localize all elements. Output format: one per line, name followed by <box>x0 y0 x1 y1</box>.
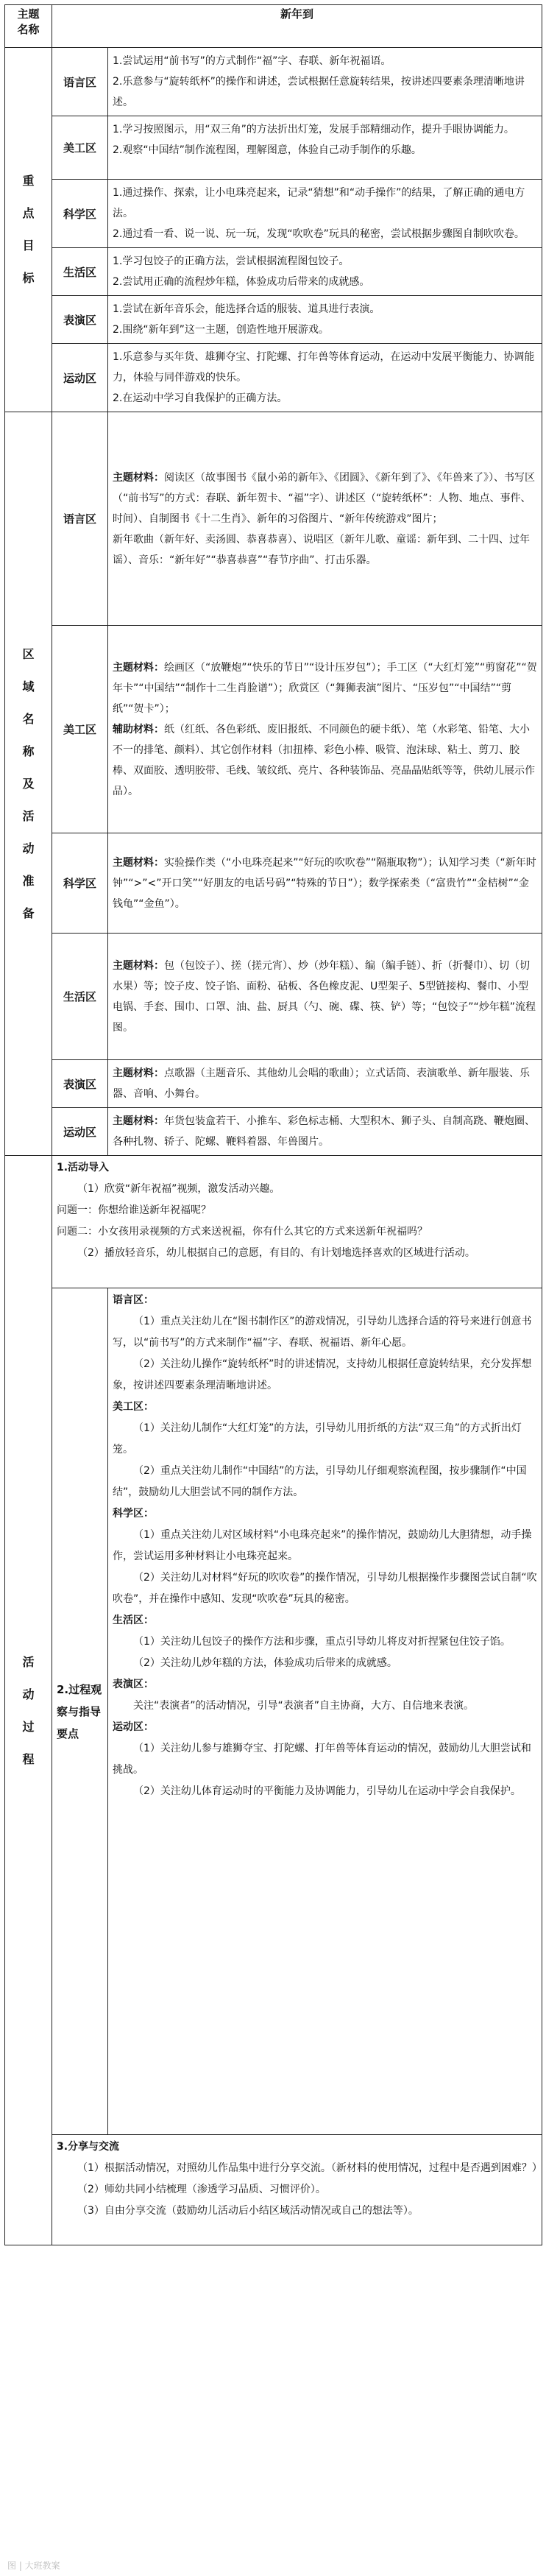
material-bold-label: 主题材料： <box>113 959 164 972</box>
guidance-area-title: 表演区： <box>113 1679 154 1690</box>
goal-content <box>108 248 542 296</box>
material-content <box>108 1108 542 1156</box>
guidance-line: （1）关注幼儿制作“大红灯笼”的方法，引导幼儿用折纸的方法“双三角”的方式折出灯笼。 <box>113 1422 522 1455</box>
goal-line: 1.尝试在新年音乐会，能选择合适的服装、道具进行表演。 <box>113 303 380 315</box>
guidance-line: （2）关注幼儿对材料“好玩的吹吹卷”的操作情况，引导幼儿根据操作步骤图尝试自制“吹吹卷”，并在操作中感知、发现“吹吹卷”玩具的秘密。 <box>113 1572 537 1605</box>
material-area: 美工区 <box>52 626 108 833</box>
goal-content <box>108 296 542 344</box>
material-paragraph <box>113 467 537 529</box>
goal-row <box>5 180 542 248</box>
goal-content <box>108 116 542 180</box>
material-row <box>5 1108 542 1156</box>
materials-label <box>5 412 52 1156</box>
material-bold-label: 主题材料： <box>113 661 164 674</box>
material-paragraph <box>113 956 537 1038</box>
material-row <box>5 833 542 934</box>
goal-line: 1.学习包饺子的正确方法，尝试根据流程图包饺子。 <box>113 255 350 267</box>
guidance-area-title: 语言区： <box>113 1294 154 1306</box>
material-text: 新年歌曲（新年好、卖汤圆、恭喜恭喜）、说唱区（新年儿歌、童谣：新年到、二十四、过年谣）、音乐：“新年好”“恭喜恭喜”“春节序曲”、打击乐器。 <box>113 533 530 566</box>
guidance-line: （2）关注幼儿操作“旋转纸杯”时的讲述情况，支持幼儿根据任意旋转结果，充分发挥想象，按讲述四要素条理清晰地讲述。 <box>113 1358 532 1391</box>
step1-line: 问题二：小女孩用录视频的方式来送祝福，你有什么其它的方式来送新年祝福吗？ <box>57 1226 428 1238</box>
guidance-line: （2）重点关注幼儿制作“中国结”的方法，引导幼儿仔细观察流程图，按步骤制作“中国结”，鼓励幼儿大胆尝试不同的制作方法。 <box>113 1465 527 1498</box>
material-text: 纸（红纸、各色彩纸、废旧报纸、不同颜色的硬卡纸）、笔（水彩笔、铅笔、大小不一的排笔、颜料）、其它创作材料（扣扭棒、彩色小棒、吸管、泡沫球、粘土、剪刀、胶棒、双面胶、透明胶带、毛线、皱纹纸、亮片、各种装饰品、亮晶晶贴纸等等，供幼儿展示作品）。 <box>113 723 535 797</box>
goal-area: 运动区 <box>52 344 108 412</box>
material-area: 表演区 <box>52 1060 108 1108</box>
material-row <box>5 1060 542 1108</box>
material-area: 生活区 <box>52 934 108 1060</box>
guidance-line: （1）关注幼儿参与雄狮夺宝、打陀螺、打年兽等体育运动的情况，鼓励幼儿大胆尝试和挑战。 <box>113 1743 531 1776</box>
material-content <box>108 412 542 626</box>
material-content <box>108 934 542 1060</box>
goal-line: 1.尝试运用“前书写”的方式制作“福”字、春联、新年祝福语。 <box>113 55 391 67</box>
goal-area: 语言区 <box>52 48 108 116</box>
process-step3-row <box>5 2135 542 2245</box>
process-step1-row <box>5 1156 542 1288</box>
goal-row <box>5 344 542 412</box>
step1-title: 1.活动导入 <box>57 1162 110 1174</box>
theme-label: 主题 名称 <box>5 5 52 48</box>
guidance-line: （2）关注幼儿炒年糕的方法，体验成功后带来的成就感。 <box>133 1657 397 1669</box>
goal-line: 2.围绕“新年到”这一主题，创造性地开展游戏。 <box>113 324 329 336</box>
goal-row <box>5 248 542 296</box>
step2-content <box>108 1288 542 2135</box>
material-text: 阅读区（故事图书《鼠小弟的新年》、《团圆》、《新年到了》、《年兽来了》）、书写区（“前书写”的方式：春联、新年贺卡、“福”字）、讲述区（“旋转纸杯”：人物、地点、事件、时间）、自制图书《十二生肖》、新年的习俗图片、“新年传统游戏”图片； <box>113 471 535 525</box>
material-paragraph <box>113 719 537 802</box>
materials-label-text: 区域名称及活动准备 <box>22 646 35 920</box>
material-paragraph <box>113 853 537 914</box>
goals-label <box>5 48 52 412</box>
goal-row <box>5 116 542 180</box>
material-text: 实验操作类（“小电珠亮起来”“好玩的吹吹卷”“隔瓶取物”）；认知学习类（“新年时钟”“>”<”开口笑”“好朋友的电话号码”“特殊的节日”）；数学探索类（“富贵竹”“金桔树”“金钱龟”“金鱼”）。 <box>113 856 536 910</box>
guidance-line: （1）关注幼儿包饺子的操作方法和步骤，重点引导幼儿将皮对折捏紧包住饺子馅。 <box>133 1636 511 1648</box>
material-row <box>5 934 542 1060</box>
goal-line: 2.乐意参与“旋转纸杯”的操作和讲述，尝试根据任意旋转结果，按讲述四要素条理清晰地讲述。 <box>113 76 525 108</box>
material-bold-label: 辅助材料： <box>113 723 164 735</box>
material-area: 语言区 <box>52 412 108 626</box>
step3-title: 3.分享与交流 <box>57 2141 120 2153</box>
material-content <box>108 626 542 833</box>
material-paragraph <box>113 1063 537 1104</box>
step3-line: （3）自由分享交流（鼓励幼儿活动后小结区域活动情况或自己的想法等）。 <box>77 2205 419 2217</box>
guidance-line: （2）关注幼儿体育运动时的平衡能力及协调能力，引导幼儿在运动中学会自我保护。 <box>133 1785 521 1797</box>
material-text: 绘画区（“放鞭炮”“快乐的节日”“设计压岁包”）；手工区（“大红灯笼”“剪窗花”“贺年卡”“中国结”“制作十二生肖脸谱”）；欣赏区（“舞狮表演”图片、“压岁包”“中国结”“剪纸”“贺卡”）； <box>113 661 537 715</box>
material-bold-label: 主题材料： <box>113 856 164 869</box>
material-bold-label: 主题材料： <box>113 1115 164 1127</box>
material-area: 运动区 <box>52 1108 108 1156</box>
material-text: 年货包装盒若干、小推车、彩色标志桶、大型积木、狮子头、自制高跷、鞭炮圈、各种扎物、轿子、陀螺、鞭料着器、年兽图片。 <box>113 1115 535 1148</box>
guidance-line: 关注“表演者”的活动情况，引导“表演者”自主协商，大方、自信地来表演。 <box>133 1700 475 1712</box>
material-content <box>108 833 542 934</box>
material-paragraph <box>113 529 537 571</box>
activity-plan-table <box>4 4 542 2245</box>
goal-row <box>5 296 542 344</box>
material-text: 点歌器（主题音乐、其他幼儿会唱的歌曲）；立式话筒、表演歌单、新年服装、乐器、音响、小舞台。 <box>113 1068 530 1100</box>
goal-line: 1.通过操作、探索，让小电珠亮起来，记录“猜想”和“动手操作”的结果，了解正确的通电方法。 <box>113 187 525 219</box>
goal-area: 生活区 <box>52 248 108 296</box>
process-label-text: 活动过程 <box>22 1655 35 1766</box>
material-row <box>5 626 542 833</box>
goal-line: 2.通过看一看、说一说、玩一玩，发现“吹吹卷”玩具的秘密，尝试根据步骤图自制吹吹卷。 <box>113 228 525 240</box>
step1-line: （1）欣赏“新年祝福”视频，激发活动兴趣。 <box>77 1183 280 1195</box>
material-row <box>5 412 542 626</box>
step3-line: （1）根据活动情况，对照幼儿作品集中进行分享交流。（新材料的使用情况，过程中是否遇到困难？） <box>77 2162 542 2174</box>
theme-title: 新年到 <box>52 5 542 48</box>
material-content <box>108 1060 542 1108</box>
goal-line: 1.学习按照图示，用“双三角”的方法折出灯笼，发展手部精细动作，提升手眼协调能力。 <box>113 124 514 135</box>
goal-content <box>108 180 542 248</box>
goals-label-text: 重点目标 <box>22 174 35 285</box>
step3-content <box>52 2135 542 2245</box>
goal-line: 1.乐意参与买年货、雄狮夺宝、打陀螺、打年兽等体育运动，在运动中发展平衡能力、协调能力，体验与同伴游戏的快乐。 <box>113 351 535 384</box>
material-bold-label: 主题材料： <box>113 1068 164 1079</box>
material-area: 科学区 <box>52 833 108 934</box>
guidance-line: （1）重点关注幼儿对区域材料“小电珠亮起来”的操作情况，鼓励幼儿大胆猜想，动手操作，尝试运用多种材料让小电珠亮起来。 <box>113 1529 532 1562</box>
guidance-area-title: 运动区： <box>113 1721 154 1733</box>
watermark: 图 | 大班教案 <box>7 2561 60 2571</box>
guidance-area-title: 美工区： <box>113 1401 154 1413</box>
goal-line: 2.在运动中学习自我保护的正确方法。 <box>113 392 288 404</box>
guidance-area-title: 科学区： <box>113 1508 154 1520</box>
material-paragraph <box>113 1111 537 1152</box>
goal-content <box>108 344 542 412</box>
guidance-line: （1）重点关注幼儿在“图书制作区”的游戏情况，引导幼儿选择合适的符号来进行创意书写，以“前书写”的方式来制作“福”字、春联、祝福语、新年心愿。 <box>113 1316 532 1349</box>
material-paragraph <box>113 657 537 719</box>
goal-line: 2.尝试用正确的流程炒年糕，体验成功后带来的成就感。 <box>113 276 370 288</box>
step1-line: 问题一：你想给谁送新年祝福呢？ <box>57 1204 211 1216</box>
goal-line: 2.观察“中国结”制作流程图，理解图意，体验自己动手制作的乐趣。 <box>113 144 422 156</box>
header-row <box>5 5 542 48</box>
goal-content <box>108 48 542 116</box>
step2-label: 2.过程观察与指导要点 <box>52 1288 108 2135</box>
goal-area: 美工区 <box>52 116 108 180</box>
goal-area: 表演区 <box>52 296 108 344</box>
process-label <box>5 1156 52 2245</box>
goal-row <box>5 48 542 116</box>
step1-content <box>52 1156 542 1288</box>
goal-area: 科学区 <box>52 180 108 248</box>
step1-line: （2）播放轻音乐，幼儿根据自己的意愿，有目的、有计划地选择喜欢的区域进行活动。 <box>77 1247 475 1259</box>
process-step2-row <box>5 1288 542 2135</box>
step3-line: （2）师幼共同小结梳理（渗透学习品质、习惯评价）。 <box>77 2184 326 2195</box>
material-bold-label: 主题材料： <box>113 471 164 484</box>
guidance-area-title: 生活区： <box>113 1615 154 1626</box>
material-text: 包（包饺子）、搓（搓元宵）、炒（炒年糕）、编（编手链）、折（折餐巾）、切（切水果）等；饺子皮、饺子馅、面粉、砧板、各色橡皮泥、U型架子、5型链接构、餐巾、小型电锅、手套、围巾、口罩、油、盐、厨具（勺、碗、碟、筷、铲）等；“包饺子”“炒年糕”流程图。 <box>113 959 536 1034</box>
